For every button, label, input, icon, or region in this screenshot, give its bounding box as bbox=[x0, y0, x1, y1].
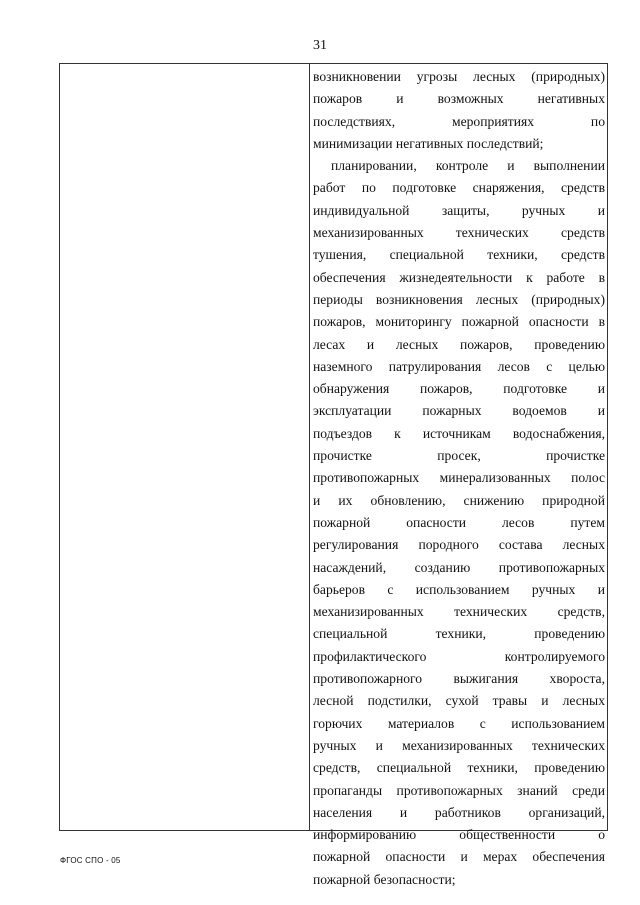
text-line: пожаров и возможных негативных bbox=[313, 91, 605, 107]
text-line: прочистке просек, прочистке bbox=[313, 448, 605, 464]
text-line: средств, специальной техники, проведению bbox=[313, 760, 605, 776]
text-line: пожаров, мониторингу пожарной опасности в bbox=[313, 314, 605, 330]
text-line: ручных и механизированных технических bbox=[313, 737, 605, 753]
text-line: и их обновлению, снижению природной bbox=[313, 492, 605, 508]
text-line: пожарной безопасности; bbox=[313, 871, 456, 887]
page-footer: ФГОС СПО - 05 bbox=[60, 856, 121, 865]
text-line: специальной техники, проведению bbox=[313, 626, 605, 642]
text-line: обеспечения жизнедеятельности к работе в bbox=[313, 269, 605, 285]
text-line: работ по подготовке снаряжения, средств bbox=[313, 180, 605, 196]
text-line: регулирования породного состава лесных bbox=[313, 537, 605, 553]
text-line: лесах и лесных пожаров, проведению bbox=[313, 336, 605, 352]
text-line: обнаружения пожаров, подготовке и bbox=[313, 381, 605, 397]
text-line: возникновении угрозы лесных (природных) bbox=[313, 69, 605, 84]
text-line: информированию общественности о bbox=[313, 827, 605, 843]
text-line: противопожарного выжигания хвороста, bbox=[313, 671, 605, 687]
text-line: планировании, контроле и выполнении bbox=[331, 158, 605, 174]
text-line: пропаганды противопожарных знаний среди bbox=[313, 782, 605, 798]
text-line: индивидуальной защиты, ручных и bbox=[313, 202, 605, 218]
text-line: последствиях, мероприятиях по bbox=[313, 113, 605, 129]
text-line: периоды возникновения лесных (природных) bbox=[313, 291, 605, 307]
text-line: механизированных технических средств bbox=[313, 225, 605, 241]
text-line: эксплуатации пожарных водоемов и bbox=[313, 403, 605, 419]
text-line: наземного патрулирования лесов с целью bbox=[313, 358, 605, 374]
text-line: противопожарных минерализованных полос bbox=[313, 470, 605, 486]
text-line: населения и работников организаций, bbox=[313, 804, 605, 820]
text-line: механизированных технических средств, bbox=[313, 604, 605, 620]
table-left-cell bbox=[60, 64, 310, 830]
text-line: пожарной опасности и мерах обеспечения bbox=[313, 849, 605, 865]
page-number: 31 bbox=[313, 38, 327, 53]
text-line: насаждений, созданию противопожарных bbox=[313, 559, 605, 575]
text-line: подъездов к источникам водоснабжения, bbox=[313, 425, 605, 441]
text-line: профилактического контролируемого bbox=[313, 648, 605, 664]
text-line: барьеров с использованием ручных и bbox=[313, 581, 605, 597]
text-line: минимизации негативных последствий; bbox=[313, 135, 544, 151]
text-line: пожарной опасности лесов путем bbox=[313, 514, 605, 530]
text-line: тушения, специальной техники, средств bbox=[313, 247, 605, 263]
text-line: горючих материалов с использованием bbox=[313, 715, 605, 731]
text-line: лесной подстилки, сухой травы и лесных bbox=[313, 693, 605, 709]
table-right-cell bbox=[310, 64, 607, 887]
